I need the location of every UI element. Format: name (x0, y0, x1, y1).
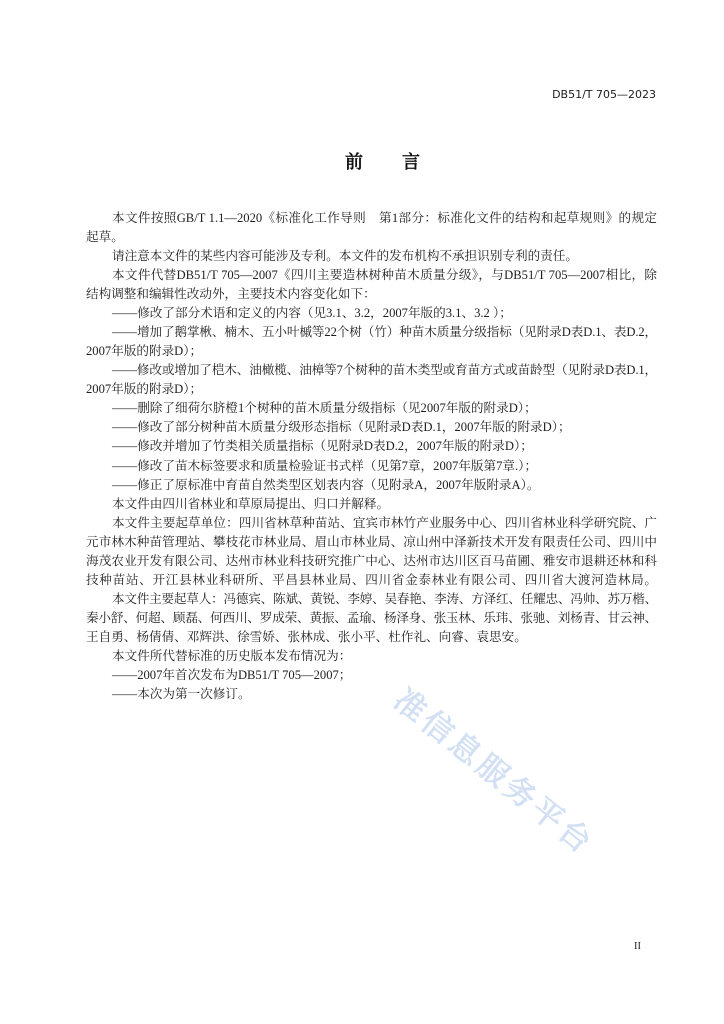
change-item (86, 323, 657, 361)
text-line: ——修改了部分树种苗木质量分级形态指标（见附录D表D.1，2007年版的附录D）； (112, 420, 571, 435)
text-line: 本文件代替DB51/T 705—2007《四川主要造林树种苗木质量分级》，与DB51/T 705—2007相比，除 (112, 267, 657, 282)
paragraph-drafters (86, 590, 657, 647)
history-item (86, 685, 657, 704)
text-line: 2007年版的附录D）； (86, 344, 203, 359)
history-item (86, 666, 657, 685)
text-line: ——修改了苗木标签要求和质量检验证书式样（见第7章，2007年版第7章.）； (112, 458, 538, 473)
text-line: 本文件所代替标准的历史版本发布情况为： (112, 649, 352, 664)
text-line: 本文件按照GB/T 1.1—2020《标准化工作导则 第1部分：标准化文件的结构和起草规则》的规定 (112, 210, 657, 225)
text-line: 2007年版的附录D）； (86, 382, 203, 397)
page-number: II (634, 941, 641, 952)
change-item (86, 418, 657, 437)
section-title: 前言 (345, 152, 459, 173)
text-line: 技种苗站、开江县林业科研所、平昌县林业局、四川省金泰林业有限公司、四川省大渡河造林局。 (86, 572, 657, 587)
text-line: 海茂农业开发有限公司、达州市林业科技研究推广中心、达州市达川区百马苗圃、雅安市退耕还林和科 (86, 553, 657, 568)
document-code: DB51/T 705—2023 (552, 88, 656, 101)
paragraph-drafting-basis (86, 209, 657, 247)
text-line: ——本次为第一次修订。 (112, 687, 251, 702)
text-line: ——2007年首次发布为DB51/T 705—2007； (112, 668, 352, 683)
text-line: ——增加了鹅掌楸、楠木、五小叶槭等22个树（竹）种苗木质量分级指标（见附录D表D.1、表D.2， (112, 324, 657, 339)
text-line: 本文件主要起草人：冯德宾、陈斌、黄锐、李婷、吴春艳、李涛、方泽红、任耀忠、冯帅、苏万楷、 (112, 592, 657, 607)
text-line: ——修正了原标准中育苗自然类型区划表内容（见附录A，2007年版附录A）。 (112, 477, 540, 492)
preface-body (86, 209, 657, 705)
text-line: 王自勇、杨倩倩、邓辉洪、徐雪娇、张林成、张小平、杜作礼、向睿、袁思安。 (86, 630, 527, 645)
text-line: ——修改或增加了桤木、油橄榄、油樟等7个树种的苗木类型或育苗方式或苗龄型（见附录D表D.1， (112, 363, 657, 378)
text-line: ——删除了细荷尔脐橙1个树种的苗木质量分级指标（见2007年版的附录D）； (112, 401, 537, 416)
change-item (86, 304, 657, 323)
text-line: 请注意本文件的某些内容可能涉及专利。本文件的发布机构不承担识别专利的责任。 (112, 248, 578, 263)
paragraph-drafting-units (86, 514, 657, 590)
text-line: ——修改了部分术语和定义的内容（见3.1、3.2，2007年版的3.1、3.2 ）； (112, 305, 512, 320)
paragraph-patent-notice (86, 247, 657, 266)
text-line: 秦小舒、何超、顾磊、何西川、罗成荣、黄振、孟瑜、杨泽身、张玉林、乐玮、张驰、刘杨青、甘云神、 (86, 611, 657, 626)
change-item (86, 457, 657, 476)
text-line: ——修改并增加了竹类相关质量指标（见附录D表D.2，2007年版的附录D）； (112, 439, 533, 454)
text-line: 结构调整和编辑性改动外，主要技术内容变化如下： (86, 286, 376, 301)
text-line: 本文件主要起草单位：四川省林草种苗站、宜宾市林竹产业服务中心、四川省林业科学研究院、广 (112, 515, 657, 530)
paragraph-replacement (86, 266, 657, 304)
text-line: 起草。 (86, 229, 124, 244)
change-item (86, 476, 657, 495)
paragraph-history (86, 647, 657, 666)
change-item (86, 399, 657, 418)
text-line: 元市林木种苗管理站、攀枝花市林业局、眉山市林业局、凉山州中泽新技术开发有限责任公司、四川中 (86, 534, 657, 549)
watermark: 准信息服务平台 (386, 681, 601, 863)
change-item (86, 437, 657, 456)
paragraph-proposer (86, 495, 657, 514)
change-item (86, 361, 657, 399)
text-line: 本文件由四川省林业和草原局提出、归口并解释。 (112, 496, 390, 511)
